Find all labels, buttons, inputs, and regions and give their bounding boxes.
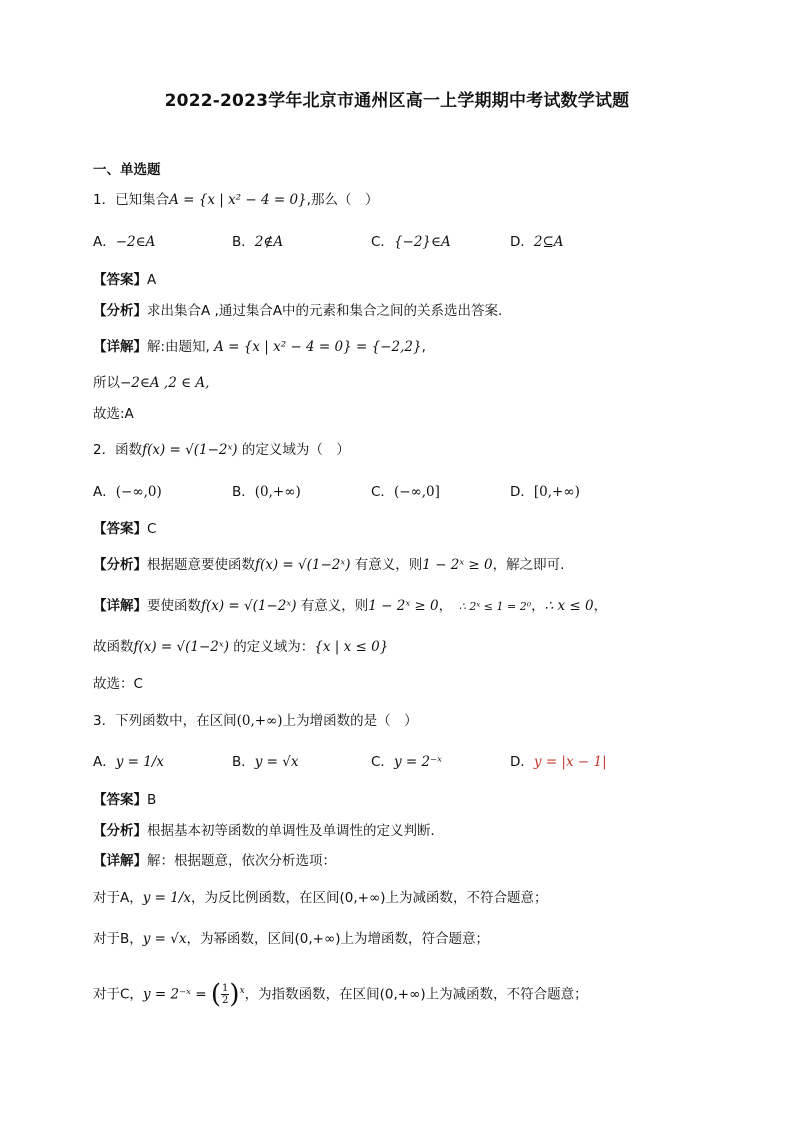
- q2-domain: 故函数f(x) = √(1−2ˣ) 的定义域为：{x | x ≤ 0}: [93, 639, 389, 655]
- q1-set-expression: A = {x | x² − 4 = 0}: [169, 192, 307, 208]
- q2-conclusion: 故选：C: [93, 676, 143, 692]
- q2-answer: 【答案】C: [93, 521, 157, 537]
- q1-analysis: 【分析】求出集合A ,通过集合A中的元素和集合之间的关系选出答案.: [93, 303, 503, 319]
- q1-detail: 【详解】解:由题知, A = {x | x² − 4 = 0} = {−2,2},: [93, 339, 426, 355]
- question-3-stem: 3．下列函数中，在区间(0,+∞)上为增函数的是（ ）: [93, 713, 418, 729]
- q1-detail-line-2: 所以−2∈A ,2 ∈ A,: [93, 375, 210, 391]
- q3-option-c: C．y = 2⁻ˣ: [371, 754, 442, 770]
- q1-conclusion: 故选:A: [93, 406, 134, 422]
- q3-option-a: A．y = 1/x: [93, 754, 165, 770]
- q1-answer: 【答案】A: [93, 272, 157, 288]
- q1-option-b: B．2∉A: [232, 234, 284, 250]
- q2-option-c: C．(−∞,0]: [371, 484, 440, 500]
- q3-option-d: D．y = |x − 1|: [510, 754, 607, 770]
- section-heading: 一、单选题: [93, 162, 161, 178]
- page-title: 2022-2023学年北京市通州区高一上学期期中考试数学试题: [164, 91, 630, 111]
- q3-analysis: 【分析】根据基本初等函数的单调性及单调性的定义判断．: [93, 823, 444, 839]
- q2-option-d: D．[0,+∞): [510, 484, 580, 500]
- q2-detail: 【详解】要使函数f(x) = √(1−2ˣ) 有意义，则1 − 2ˣ ≥ 0， ∴ 2ˣ ≤ 1 = 2⁰，∴ x ≤ 0，: [93, 598, 608, 614]
- q2-option-b: B．(0,+∞): [232, 484, 301, 500]
- q1-option-a: A．−2∈A: [93, 234, 156, 250]
- question-2-stem: 2．函数f(x) = √(1−2ˣ) 的定义域为（ ）: [93, 442, 350, 458]
- question-1-stem: 1．已知集合A = {x | x² − 4 = 0},那么（ ）: [93, 192, 379, 208]
- q2-option-a: A．(−∞,0): [93, 484, 162, 500]
- q1-option-d: D．2⊆A: [510, 234, 564, 250]
- q3-detail-c: 对于C，y = 2⁻ˣ = ( $\frac{1}{2}$ )$^x$，为指数函数，在区间(0,+∞)上为减函数，不符合题意；: [93, 979, 588, 1010]
- q3-detail: 【详解】解：根据题意，依次分析选项：: [93, 853, 336, 869]
- q3-option-b: B．y = √x: [232, 754, 299, 770]
- q2-analysis: 【分析】根据题意要使函数f(x) = √(1−2ˣ) 有意义，则1 − 2ˣ ≥ 0，解之即可.: [93, 557, 565, 573]
- q3-answer: 【答案】B: [93, 792, 157, 808]
- q1-option-c: C．{−2}∈A: [371, 234, 451, 250]
- q3-detail-a: 对于A，y = 1/x，为反比例函数，在区间(0,+∞)上为减函数，不符合题意；: [93, 890, 548, 906]
- q3-detail-b: 对于B，y = √x，为幂函数，区间(0,+∞)上为增函数，符合题意；: [93, 931, 489, 947]
